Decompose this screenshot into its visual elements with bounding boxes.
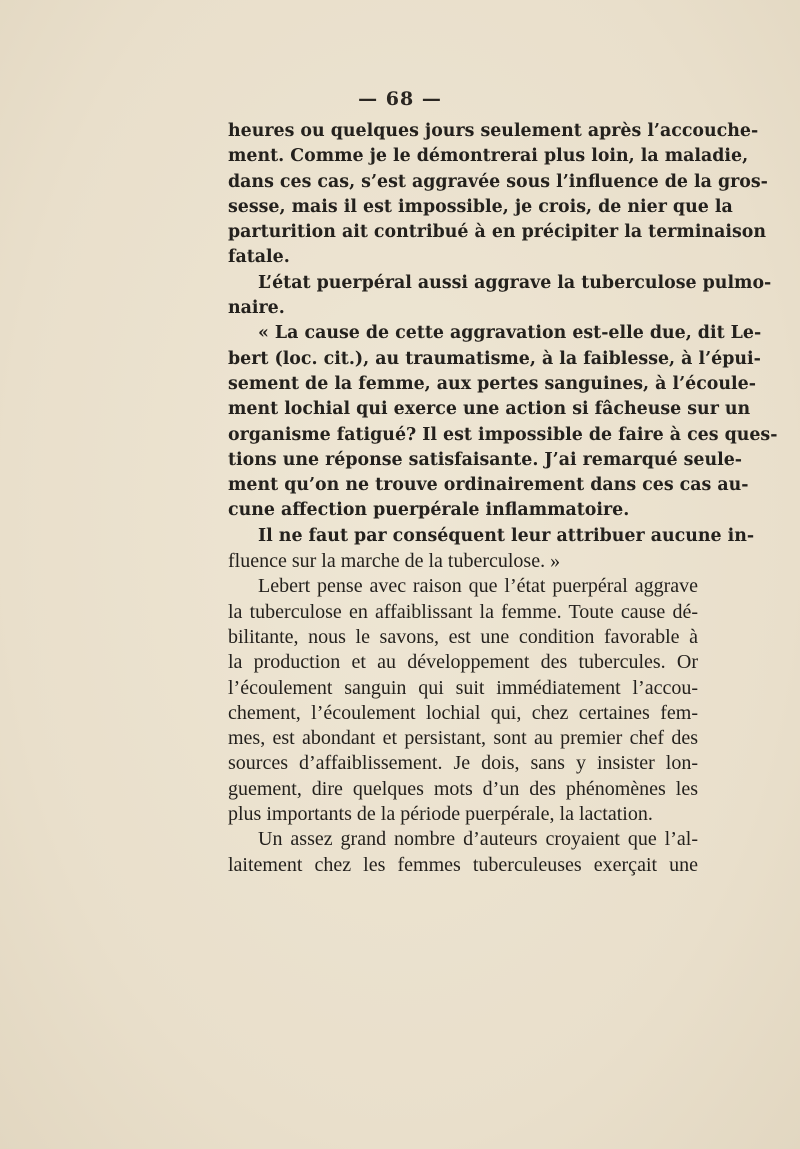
- text-line: dans ces cas, s’est aggravée sous l’influence de la gros-: [228, 171, 768, 192]
- text-line: laitement chez les femmes tuberculeuses exerçait une: [228, 853, 698, 876]
- text-line: sement de la femme, aux pertes sanguines, à l’écoule-: [228, 373, 756, 394]
- text-line: ment qu’on ne trouve ordinairement dans ces cas au-: [228, 475, 749, 496]
- text-line: cune affection puerpérale inflammatoire.: [228, 500, 630, 521]
- text-line: fluence sur la marche de la tuberculose. »: [228, 550, 561, 573]
- text-line: plus importants de la période puerpérale, la lactation.: [228, 803, 653, 826]
- text-line: Un assez grand nombre d’auteurs croyaient que l’al-: [258, 828, 698, 851]
- text-line: mes, est abondant et persistant, sont au premier chef des: [228, 727, 698, 750]
- text-line: heures ou quelques jours seulement après l’accouche-: [228, 121, 759, 141]
- text-line: ment lochial qui exerce une action si fâcheuse sur un: [228, 399, 751, 420]
- text-line: la production et au développement des tubercules. Or: [228, 651, 698, 674]
- text-line: Lebert pense avec raison que l’état puerpéral aggrave: [258, 575, 698, 598]
- text-line: Il ne faut par conséquent leur attribuer aucune in-: [258, 525, 755, 546]
- text-line: fatale.: [228, 247, 290, 268]
- text-line: bilitante, nous le savons, est une condition favorable à: [228, 625, 698, 648]
- text-line: chement, l’écoulement lochial qui, chez certaines fem-: [228, 701, 698, 724]
- text-line: l’écoulement sanguin qui suit immédiatement l’accou-: [228, 676, 698, 699]
- text-line: organisme fatigué? Il est impossible de faire à ces ques-: [228, 424, 778, 445]
- text-line: ment. Comme je le démontrerai plus loin, la maladie,: [228, 146, 749, 167]
- text-line: parturition ait contribué à en précipiter la terminaison: [228, 222, 766, 243]
- text-line: tions une réponse satisfaisante. J’ai remarqué seule-: [228, 449, 743, 470]
- text-line: guement, dire quelques mots d’un des phénomènes les: [228, 777, 698, 800]
- text-line: sources d’affaiblissement. Je dois, sans y insister lon-: [228, 752, 698, 775]
- text-line: la tuberculose en affaiblissant la femme. Toute cause dé-: [228, 600, 698, 623]
- text-line: L’état puerpéral aussi aggrave la tuberculose pulmo-: [258, 272, 772, 293]
- text-line: bert (loc. cit.), au traumatisme, à la faiblesse, à l’épui-: [228, 348, 761, 369]
- page-number: — 68 —: [358, 88, 442, 110]
- text-line: sesse, mais il est impossible, je crois, de nier que la: [228, 196, 733, 217]
- text-line: naire.: [228, 298, 285, 319]
- text-line: « La cause de cette aggravation est-elle due, dit Le-: [258, 323, 762, 344]
- body-text: [228, 119, 778, 878]
